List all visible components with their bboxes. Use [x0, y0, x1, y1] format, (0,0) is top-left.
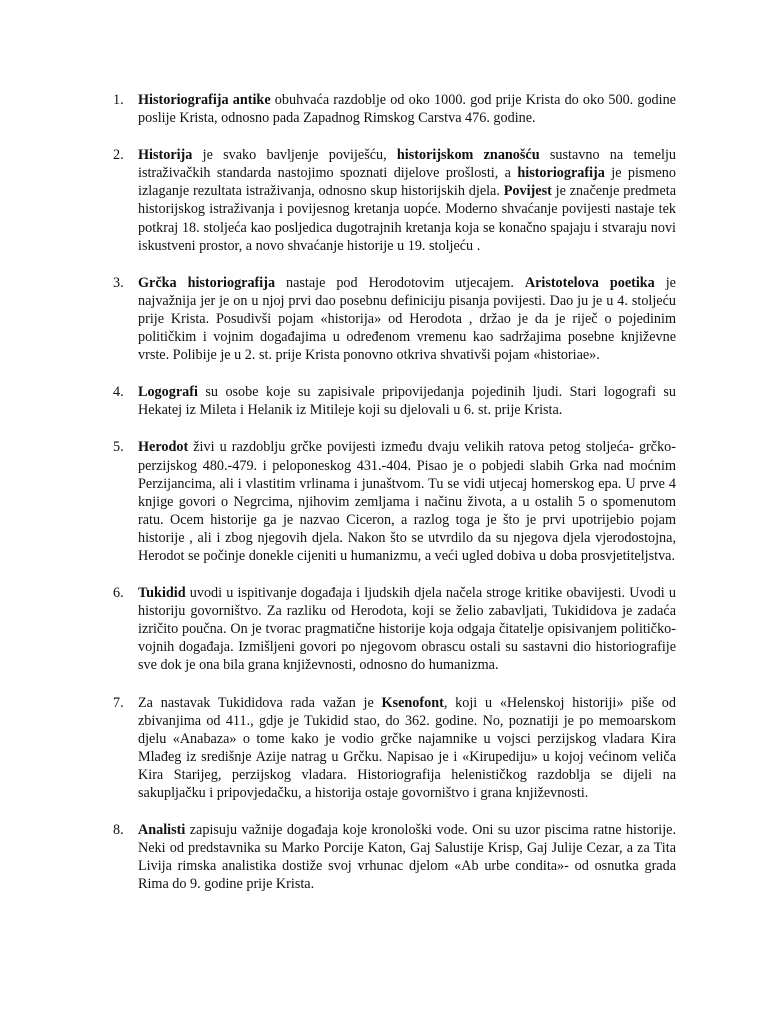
bold-term: Historiografija antike — [138, 92, 271, 108]
list-item — [113, 694, 676, 803]
body-text: je pismeno izlaganje rezultata istraživanja, odnosno skup historijskih djela. — [138, 165, 676, 200]
list-item — [113, 146, 676, 255]
bold-term: Aristotelova poetika — [524, 274, 655, 291]
bold-term: Tukidid — [138, 585, 186, 602]
list-item — [113, 383, 676, 419]
list-item-number: 5. — [113, 439, 124, 456]
list-item-number: 2. — [113, 147, 124, 164]
list-item-number: 1. — [113, 92, 124, 108]
body-text: je značenje predmeta historijskog istraživanja i povijesnog kretanja uopće. Moderno shvaćanje povijesti nastaje tek potkraj 18. stoljeća kao posljedica dugotrajnih kretanja koja se konačno spajaju i stvaraju novi iskustveni prostor, a novo shvaćanje historije u 19. stoljeću . — [138, 183, 676, 254]
bold-term: Herodot — [138, 439, 189, 456]
body-text: su osobe koje su zapisivale pripovijedanja pojedinih ljudi. Stari logografi su Hekatej iz Mileta i Helanik iz Mitileje koji su djelovali u 6. st. prije Krista. — [138, 384, 676, 419]
body-text: je svako bavljenje poviješću, — [192, 147, 397, 164]
list-item-number: 3. — [113, 274, 124, 291]
list-item — [113, 584, 676, 674]
body-text: nastaje pod Herodotovim utjecajem. — [275, 274, 525, 291]
list-item — [113, 438, 676, 565]
list-item-number: 7. — [113, 694, 124, 711]
bold-term: historiografija — [517, 165, 605, 182]
body-text: uvodi u ispitivanje događaja i ljudskih djela načela stroge kritike obavijesti. Uvodi u historiju govorništvo. Za razliku od Herodota, koji se želio zabavljati, Tukididova je zadaća izričito poučna. On je tvorac pragmatične historije koja odgaja čitatelje opisivanjem političko-vojnih događaja. Izmišljeni govori po njegovom obrascu ostali su sastavni dio historiografije sve dok je ona bila grana književnosti, odnosno do humanizma. — [138, 585, 676, 674]
body-text: obuhvaća razdoblje od oko 1000. god prije Krista do oko 500. godine poslije Krista, odnosno pada Zapadnog Rimskog Carstva 476. godine. — [138, 92, 676, 127]
bold-term: Historija — [138, 147, 193, 164]
body-text: zapisuju važnije događaja koje kronološki vode. Oni su uzor piscima ratne historije. Neki od predstavnika su Marko Porcije Katon, Gaj Salustije Krisp, Gaj Julije Cezar, a za Tita Livija rimska analistika dostiže svoj vrhunac djelom «Ab urbe condita»- od osnutka grada Rima do 9. godine prije Krista. — [138, 822, 676, 893]
body-text: , koji u «Helenskoj historiji» piše od zbivanjima od 411., gdje je Tukidid stao, do 362. godine. No, poznatiji je po memoarskom djelu «Anabaza» o tome kako je vodio grčke najamnike u vojsci perzijskog vladara Kira Mlađeg iz središnje Azije natrag u Grčku. Napisao je i «Kirupediju» u kojoj većinom veliča Kira Starijeg, perzijskog vladara. Historiografija helenističkog razdoblja se dijeli na sakupljačku i pripovjedačku, a historija ostaje govorništvo i grana književnosti. — [138, 694, 676, 801]
list-item — [113, 91, 676, 127]
body-text: živi u razdoblju grčke povijesti između dvaju velikih ratova petog stoljeća- grčko-perzijskog 480.-479. i peloponeskog 431.-404. Pisao je o pobjedi slabih Grka nad moćnim Perzijancima, ali i vlastitim vrlinama i junaštvom. Tu se vidi utjecaj homerskog epa. U prve 4 knjige govori o Negrcima, njihovim zemljama i načinu života, a u ostalih 5 o spomenutom ratu. Ocem historije ga je nazvao Ciceron, a razlog toga je što je prvi upotrijebio pojam historije , ali i zbog njegovih djela. Nakon što se utvrdilo da su njegova djela vjerodostojna, Herodot se počinje donekle cijeniti u humanizmu, a veći ugled dobiva u doba prosvjetiteljstva. — [138, 439, 676, 564]
body-text: je najvažnija jer je on u njoj prvi dao posebnu definiciju pisanja povijesti. Dao ju je u 4. stoljeću prije Krista. Posudivši pojam «historija» od Herodota , držao je da je riječ o pojedinim političkim i vojnim događajima u određenom vremenu kao sadržajima posebne književne vrste. Polibije je u 2. st. prije Krista ponovno otkriva shvativši pojam «historiae». — [138, 274, 676, 364]
body-text: sustavno na temelju istraživačkih standarda nastojimo spoznati dijelove prošlosti, a — [138, 147, 676, 182]
list-item-number: 8. — [113, 822, 124, 839]
list-item-number: 6. — [113, 585, 124, 602]
list-item-number: 4. — [113, 384, 124, 401]
body-text: Za nastavak Tukididova rada važan je — [138, 694, 382, 711]
list-item — [113, 274, 676, 364]
numbered-list — [0, 91, 768, 912]
bold-term: Logografi — [138, 384, 198, 401]
bold-term: Ksenofont — [381, 694, 444, 711]
bold-term: Grčka historiografija — [138, 274, 276, 291]
list-item — [113, 821, 676, 893]
bold-term: Analisti — [138, 822, 186, 839]
bold-term: Povijest — [503, 183, 552, 200]
bold-term: historijskom znanošću — [396, 147, 540, 164]
